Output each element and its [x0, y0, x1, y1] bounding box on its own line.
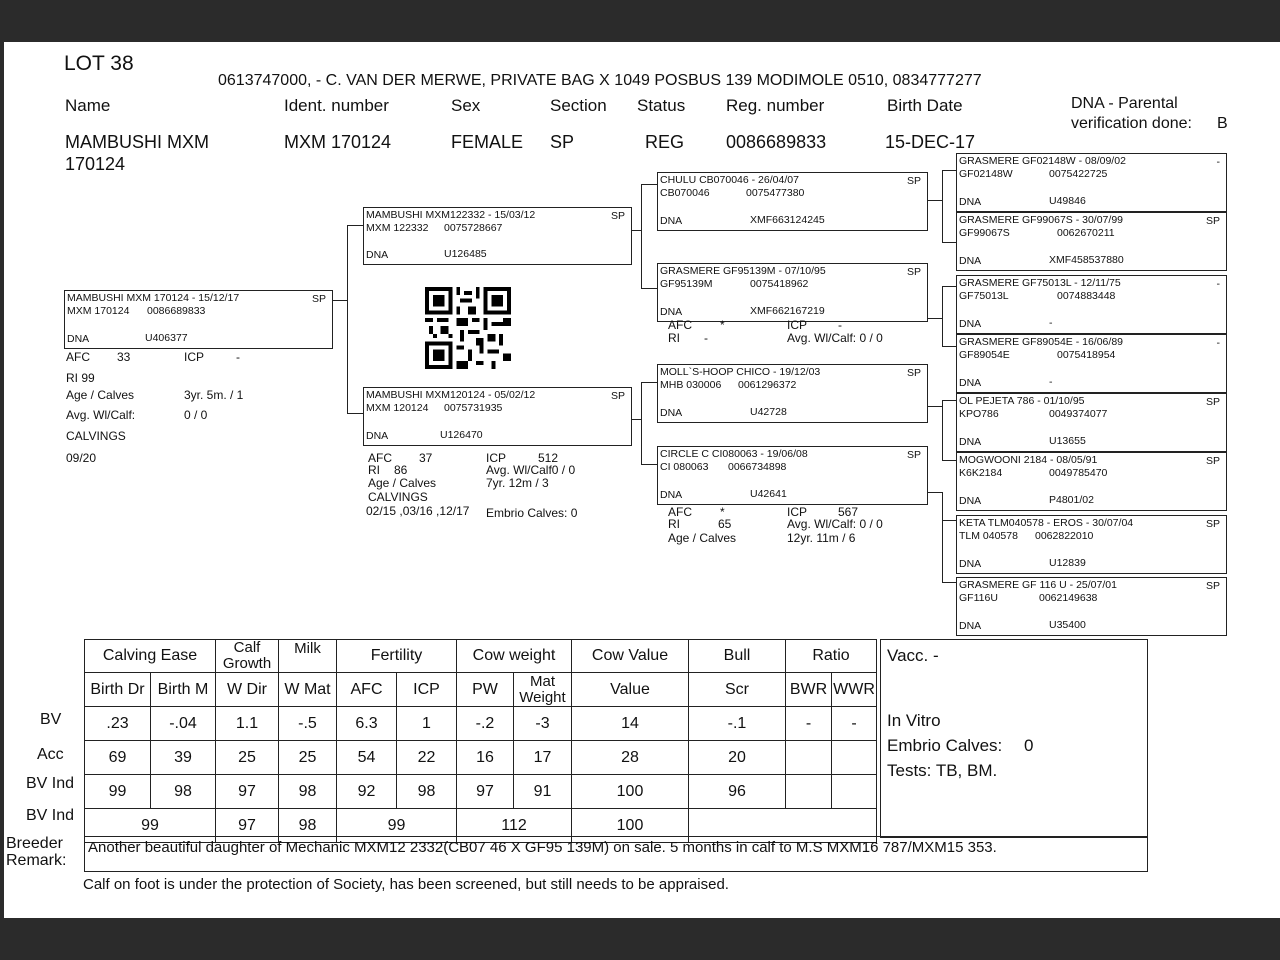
sub-value: Value	[572, 673, 689, 707]
bv-cell: 6.3	[337, 707, 397, 741]
ggp-sp: -	[1216, 156, 1220, 168]
ggp-id: GF75013L	[959, 290, 1009, 302]
ind-cell: 91	[514, 775, 572, 809]
acc-cell	[786, 741, 832, 775]
dam-title: MAMBUSHI MXM120124 - 05/02/12	[366, 389, 536, 401]
animal-title: MAMBUSHI MXM 170124 - 15/12/17	[67, 292, 240, 304]
animal-wl: 0 / 0	[184, 408, 208, 422]
ggp-dna: -	[1049, 317, 1053, 329]
val-section: SP	[550, 132, 575, 152]
col-birth: Birth Date	[887, 96, 963, 115]
ind-cell: 97	[216, 775, 279, 809]
ggp-dna-label: DNA	[959, 620, 982, 632]
gp-reg: 0075477380	[746, 187, 805, 199]
sire-reg: 0075728667	[444, 222, 503, 234]
dam-ri-label: RI	[368, 463, 380, 477]
ggp-reg: 0062822010	[1035, 530, 1094, 542]
sire-title: MAMBUSHI MXM122332 - 15/03/12	[366, 209, 536, 221]
row-label-bv-ind: BV Ind	[26, 807, 75, 824]
col-ident: Ident. number	[284, 96, 389, 115]
gp-icp-label: ICP	[787, 318, 808, 332]
lot-number: LOT 38	[64, 52, 134, 75]
gp-id: MHB 030006	[660, 379, 722, 391]
table-row	[85, 775, 877, 809]
ggp-box	[956, 452, 1227, 511]
gp-title: CHULU CB070046 - 26/04/07	[660, 174, 799, 186]
bv-cell: -.1	[689, 707, 786, 741]
ggp-box	[956, 515, 1227, 574]
ggp-title: GRASMERE GF 116 U - 25/07/01	[959, 579, 1117, 591]
ind-cell: 98	[279, 775, 337, 809]
ind2-cell: 100	[572, 809, 689, 843]
gp-icp: -	[838, 318, 842, 332]
table-row	[85, 741, 877, 775]
gp-wl: Avg. Wl/Calf: 0 / 0	[787, 517, 883, 531]
col-dna-1: DNA - Parental	[1071, 95, 1178, 112]
bv-cell: -	[832, 707, 877, 741]
dam-afc-label: AFC	[368, 451, 392, 465]
ggp-title: GRASMERE GF75013L - 12/11/75	[959, 277, 1121, 289]
ind-cell	[786, 775, 832, 809]
header-bull: Bull	[689, 640, 786, 673]
acc-cell: 22	[397, 741, 457, 775]
gp-afc: *	[720, 318, 725, 332]
ggp-reg: 0062670211	[1057, 227, 1115, 239]
footer-note: Calf on foot is under the protection of Society, has been screened, but still needs to be appraised.	[83, 876, 729, 893]
acc-cell: 69	[85, 741, 151, 775]
ggp-title: KETA TLM040578 - EROS - 30/07/04	[959, 517, 1134, 529]
bv-cell: -.2	[457, 707, 514, 741]
embrio-label: Embrio Calves:	[887, 736, 1003, 755]
ggp-title: MOGWOONI 2184 - 08/05/91	[959, 454, 1098, 466]
ggp-sp: SP	[1205, 455, 1220, 467]
ggp-dna-label: DNA	[959, 558, 982, 570]
dam-calvings-label: CALVINGS	[368, 490, 428, 504]
ggp-dna-label: DNA	[959, 377, 982, 389]
header-calving-ease: Calving Ease	[85, 640, 216, 673]
dam-dna-label: DNA	[366, 430, 389, 442]
gp-dna: U42728	[750, 406, 787, 418]
header-calf-growth: Calf Growth	[216, 640, 279, 673]
animal-age-label: Age / Calves	[66, 388, 135, 402]
ggp-id: GF89054E	[959, 349, 1010, 361]
dam-afc: 37	[419, 451, 433, 465]
col-reg: Reg. number	[726, 96, 825, 115]
ggp-dna: U13655	[1049, 435, 1086, 447]
pedigree-sheet	[4, 42, 1280, 918]
ggp-dna: P4801/02	[1049, 494, 1094, 506]
animal-age: 3yr. 5m. / 1	[184, 388, 244, 402]
bv-cell: -	[786, 707, 832, 741]
gp-icp-label: ICP	[787, 505, 808, 519]
dam-age-label: Age / Calves	[368, 476, 437, 490]
sire-sp: SP	[610, 210, 625, 222]
table-header-row	[85, 640, 877, 673]
ggp-dna-label: DNA	[959, 495, 982, 507]
ggp-title: GRASMERE GF02148W - 08/09/02	[959, 155, 1126, 167]
ggp-id: TLM 040578	[959, 530, 1018, 542]
ind-cell: 97	[457, 775, 514, 809]
remark-text: Another beautiful daughter of Mechanic MXM12 2332(CB07 46 X GF95 139M) on sale. 5 months in calf to M.S MXM16 787/MXM15 353.	[88, 839, 997, 856]
owner-line: 0613747000, - C. VAN DER MERWE, PRIVATE BAG X 1049 POSBUS 139 MODIMOLE 0510, 0834777277	[218, 72, 982, 89]
ggp-title: GRASMERE GF99067S - 30/07/99	[959, 214, 1123, 226]
gp-sp: SP	[906, 449, 921, 461]
gp-ri: 65	[718, 517, 732, 531]
sub-w-dir: W Dir	[216, 673, 279, 707]
info-panel	[880, 639, 1148, 838]
bv-cell: 14	[572, 707, 689, 741]
ggp-sp: SP	[1205, 580, 1220, 592]
dam-sp: SP	[610, 390, 625, 402]
sub-wwr: WWR	[832, 673, 877, 707]
animal-afc: 33	[117, 350, 131, 364]
gp-box	[657, 172, 928, 231]
val-sex: FEMALE	[451, 132, 524, 152]
gp-afc-label: AFC	[668, 318, 692, 332]
bv-cell: .23	[85, 707, 151, 741]
gp-title: CIRCLE C CI080063 - 19/06/08	[660, 448, 808, 460]
acc-cell: 54	[337, 741, 397, 775]
dam-dna: U126470	[440, 429, 483, 441]
ggp-dna-label: DNA	[959, 318, 982, 330]
ind-cell: 98	[151, 775, 216, 809]
acc-cell: 20	[689, 741, 786, 775]
ggp-sp: SP	[1205, 396, 1220, 408]
ggp-box	[956, 577, 1227, 636]
ggp-id: KPO786	[959, 408, 999, 420]
table-row	[85, 707, 877, 741]
sire-box	[363, 207, 632, 265]
gp-id: GF95139M	[660, 278, 713, 290]
ggp-sp: -	[1216, 278, 1220, 290]
dam-calvings: 02/15 ,03/16 ,12/17	[366, 504, 470, 518]
gp-age-label: Age / Calves	[668, 531, 737, 545]
gp-age: 12yr. 11m / 6	[787, 531, 856, 545]
ggp-dna-label: DNA	[959, 196, 982, 208]
acc-cell: 39	[151, 741, 216, 775]
val-name-1: MAMBUSHI MXM	[65, 132, 209, 152]
ggp-dna: U35400	[1049, 619, 1086, 631]
ggp-id: GF99067S	[959, 227, 1010, 239]
sub-bwr: BWR	[786, 673, 832, 707]
sub-birth-dr: Birth Dr	[85, 673, 151, 707]
in-vitro: In Vitro	[887, 711, 941, 730]
val-name-2: 170124	[65, 154, 126, 174]
gp-sp: SP	[906, 367, 921, 379]
animal-calvings: 09/20	[66, 451, 97, 465]
gp-reg: 0075418962	[750, 278, 809, 290]
dam-icp-label: ICP	[486, 451, 507, 465]
ggp-dna: -	[1049, 376, 1053, 388]
gp-title: GRASMERE GF95139M - 07/10/95	[660, 265, 826, 277]
dam-age: 7yr. 12m / 3	[486, 476, 549, 490]
gp-wl: Avg. Wl/Calf: 0 / 0	[787, 331, 883, 345]
bv-cell: -3	[514, 707, 572, 741]
ggp-sp: SP	[1205, 518, 1220, 530]
header-milk: Milk	[279, 640, 337, 673]
acc-cell: 28	[572, 741, 689, 775]
sire-dna: U126485	[444, 248, 487, 260]
ggp-id: K6K2184	[959, 467, 1003, 479]
ind-cell: 100	[572, 775, 689, 809]
vacc: Vacc. -	[887, 646, 939, 665]
gp-box	[657, 263, 928, 322]
val-reg: 0086689833	[726, 132, 827, 152]
acc-cell: 25	[216, 741, 279, 775]
bv-cell: -.04	[151, 707, 216, 741]
row-label-bv: BV	[40, 711, 62, 728]
col-status: Status	[637, 96, 686, 115]
ind2-cell: 98	[279, 809, 337, 843]
sub-mat-weight: Mat Weight	[514, 673, 572, 707]
ggp-reg: 0074883448	[1057, 290, 1116, 302]
animal-dna: U406377	[145, 332, 188, 344]
header-ratio: Ratio	[786, 640, 877, 673]
ind2-cell: 99	[85, 809, 216, 843]
ggp-reg: 0049374077	[1049, 408, 1108, 420]
ind-cell	[832, 775, 877, 809]
acc-cell: 17	[514, 741, 572, 775]
animal-ri: RI 99	[66, 371, 95, 385]
animal-afc-label: AFC	[66, 350, 90, 364]
sub-icp: ICP	[397, 673, 457, 707]
gp-dna: XMF663124245	[750, 214, 825, 226]
sub-pw: PW	[457, 673, 514, 707]
sub-afc: AFC	[337, 673, 397, 707]
gp-dna: U42641	[750, 488, 787, 500]
qr-code-icon	[424, 287, 512, 369]
gp-ri-label: RI	[668, 331, 680, 345]
bv-cell: 1	[397, 707, 457, 741]
ggp-box	[956, 393, 1227, 452]
acc-cell: 16	[457, 741, 514, 775]
ggp-box	[956, 275, 1227, 334]
gp-reg: 0066734898	[728, 461, 787, 473]
gp-dna-label: DNA	[660, 489, 683, 501]
dam-box	[363, 387, 632, 446]
ggp-reg: 0062149638	[1039, 592, 1098, 604]
gp-dna-label: DNA	[660, 407, 683, 419]
ggp-dna: XMF458537880	[1049, 254, 1124, 266]
val-dna: B	[1217, 115, 1228, 132]
ggp-title: OL PEJETA 786 - 01/10/95	[959, 395, 1085, 407]
gp-title: MOLL`S-HOOP CHICO - 19/12/03	[660, 366, 821, 378]
gp-dna: XMF662167219	[750, 305, 825, 317]
sub-scr: Scr	[689, 673, 786, 707]
gp-afc-label: AFC	[668, 505, 692, 519]
ggp-sp: SP	[1205, 215, 1220, 227]
gp-ri-label: RI	[668, 517, 680, 531]
dam-ri: 86	[394, 463, 408, 477]
ggp-sp: -	[1216, 337, 1220, 349]
ind2-cell: 97	[216, 809, 279, 843]
ggp-dna-label: DNA	[959, 436, 982, 448]
sub-w-mat: W Mat	[279, 673, 337, 707]
gp-ri: -	[704, 331, 708, 345]
animal-box	[64, 290, 333, 349]
remark-box	[84, 836, 1148, 872]
gp-sp: SP	[906, 175, 921, 187]
animal-sp: SP	[311, 293, 326, 305]
remark-label-1: Breeder	[6, 835, 63, 852]
bv-cell: 1.1	[216, 707, 279, 741]
table-subheader-row	[85, 673, 877, 707]
header-cow-value: Cow Value	[572, 640, 689, 673]
ggp-box	[956, 334, 1227, 393]
ggp-reg: 0075418954	[1057, 349, 1116, 361]
col-dna-2: verification done:	[1071, 115, 1192, 132]
ggp-dna-label: DNA	[959, 255, 982, 267]
header-cow-weight: Cow weight	[457, 640, 572, 673]
col-sex: Sex	[451, 96, 481, 115]
dam-embrio: Embrio Calves: 0	[486, 506, 578, 520]
dam-icp: 512	[538, 451, 559, 465]
ggp-dna: U49846	[1049, 195, 1086, 207]
bv-cell: -.5	[279, 707, 337, 741]
col-name: Name	[65, 96, 111, 115]
animal-id: MXM 170124	[67, 305, 130, 317]
embrio-value: 0	[1024, 736, 1034, 755]
gp-dna-label: DNA	[660, 215, 683, 227]
sub-birth-m: Birth M	[151, 673, 216, 707]
animal-calvings-label: CALVINGS	[66, 429, 126, 443]
val-ident: MXM 170124	[284, 132, 392, 152]
dam-wl: Avg. Wl/Calf0 / 0	[486, 463, 576, 477]
ggp-box	[956, 153, 1227, 212]
ind2-cell: 99	[337, 809, 457, 843]
sire-id: MXM 122332	[366, 222, 429, 234]
ggp-title: GRASMERE GF89054E - 16/06/89	[959, 336, 1123, 348]
ggp-reg: 0075422725	[1049, 168, 1108, 180]
val-birth: 15-DEC-17	[885, 132, 976, 152]
animal-icp-label: ICP	[184, 350, 205, 364]
ind-cell: 96	[689, 775, 786, 809]
acc-cell	[832, 741, 877, 775]
row-label-bv-ind: BV Ind	[26, 775, 75, 792]
ind-cell: 98	[397, 775, 457, 809]
gp-sp: SP	[906, 266, 921, 278]
ggp-dna: U12839	[1049, 557, 1086, 569]
sire-dna-label: DNA	[366, 249, 389, 261]
gp-icp: 567	[838, 505, 859, 519]
breeding-values-table	[84, 639, 877, 843]
dam-reg: 0075731935	[444, 402, 503, 414]
tests: Tests: TB, BM.	[887, 761, 998, 780]
animal-dna-label: DNA	[67, 333, 90, 345]
animal-wl-label: Avg. Wl/Calf:	[66, 408, 136, 422]
animal-reg: 0086689833	[147, 305, 206, 317]
header-fertility: Fertility	[337, 640, 457, 673]
ind-cell: 99	[85, 775, 151, 809]
gp-box	[657, 364, 928, 423]
ggp-id: GF02148W	[959, 168, 1013, 180]
ind-cell: 92	[337, 775, 397, 809]
dam-id: MXM 120124	[366, 402, 429, 414]
ggp-id: GF116U	[959, 592, 998, 604]
gp-box	[657, 446, 928, 505]
gp-id: CI 080063	[660, 461, 709, 473]
ggp-box	[956, 212, 1227, 271]
animal-icp: -	[236, 350, 240, 364]
gp-id: CB070046	[660, 187, 710, 199]
ggp-reg: 0049785470	[1049, 467, 1108, 479]
gp-reg: 0061296372	[738, 379, 797, 391]
gp-dna-label: DNA	[660, 306, 683, 318]
gp-afc: *	[720, 505, 725, 519]
col-section: Section	[550, 96, 607, 115]
ind2-cell: 112	[457, 809, 572, 843]
remark-label-2: Remark:	[6, 852, 67, 869]
val-status: REG	[645, 132, 685, 152]
row-label-acc: Acc	[37, 746, 64, 763]
acc-cell: 25	[279, 741, 337, 775]
